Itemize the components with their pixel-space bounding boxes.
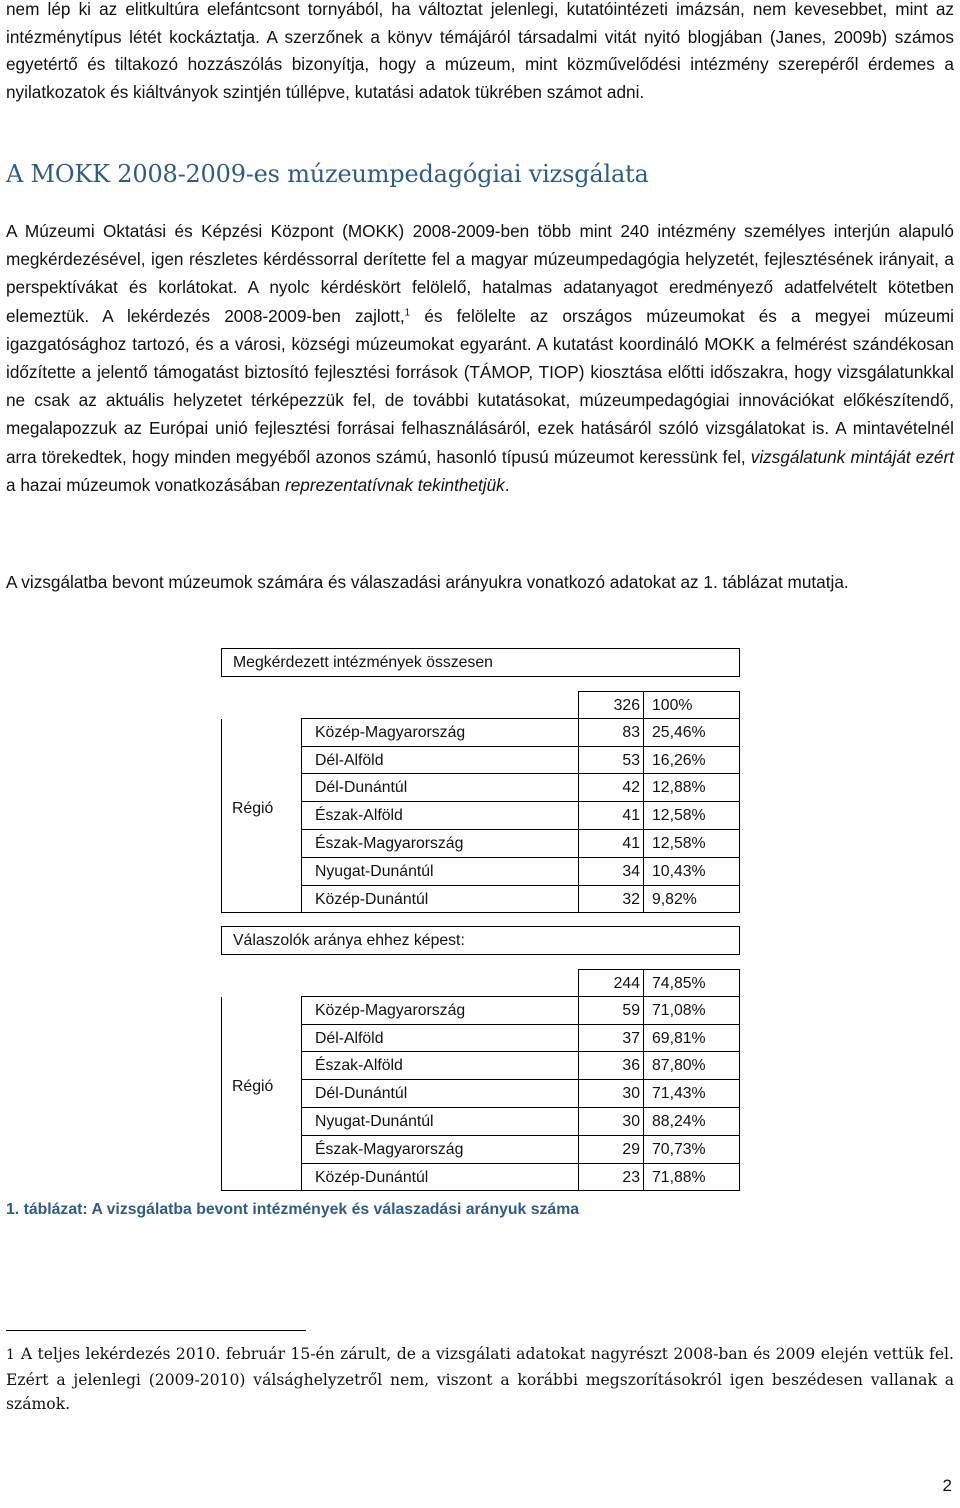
table-row [221,830,740,858]
region-cell: Dél-Alföld [301,1025,578,1053]
count-cell: 29 [578,1136,643,1164]
count-cell: 41 [578,802,643,830]
table-row [221,1136,740,1164]
region-cell: Észak-Magyarország [301,830,578,858]
pct-cell: 88,24% [643,1108,740,1136]
table-grid [221,969,740,1191]
region-cell: Közép-Magyarország [301,997,578,1025]
count-cell: 23 [578,1164,643,1192]
table-total-row [221,969,740,997]
count-cell: 30 [578,1108,643,1136]
total-count: 326 [578,691,643,719]
region-cell: Dél-Dunántúl [301,1080,578,1108]
count-cell: 32 [578,886,643,914]
count-cell: 59 [578,997,643,1025]
section-paragraph-1 [6,217,954,499]
table-header: Megkérdezett intézmények összesen [221,648,740,677]
table-surveyed-institutions [221,648,740,913]
region-cell: Dél-Alföld [301,747,578,775]
footnote-ref[interactable]: 1 [404,306,411,318]
para-text-d: . [504,474,510,495]
para-text-a: A Múzeumi Oktatási és Képzési Központ (MOKK) 2008-2009-ben több mint 240 intézmény személyes interjún alapuló megkérdezésével, igen részletes kérdéssorral derítette fel a magyar múzeumpedagógia helyzetét, fejlesztésének irányait, a perspektívákat és korlátokat. A nyolc kérdéskört felölelő, hatalmas adatanyagot eredményező adatfelvételt kötetben elemeztük. A lekérdezés 2008-2009-ben zajlott, [6,221,954,326]
table-header: Válaszolók aránya ehhez képest: [221,926,740,955]
table-row [221,1025,740,1053]
table-row [221,1052,740,1080]
pct-cell: 10,43% [643,858,740,886]
pct-cell: 16,26% [643,747,740,775]
table-row [221,997,740,1025]
para-text-b: és felölelte az országos múzeumokat és a megyei múzeumi igazgatósághoz tartozó, és a városi, községi múzeumokat egyaránt. A kutatást koordináló MOKK a felmérést szándékosan időzítette a jelentő támogatást biztosító fejlesztési források (TÁMOP, TIOP) kiosztása előtti időszakra, hogy vizsgálatunkkal ne csak az aktuális helyzetet térképezzük fel, de további kutatásokat, múzeumpedagógiai innovációkat előkészítendő, megalapozzuk az Európai unió fejlesztési forrásai felhasználásáról, ezek hatásáról szóló vizsgálatokat is. A mintavételnél arra törekedtek, hogy minden megyéből azonos számú, hasonló típusú múzeumot keressünk fel, [6,305,954,467]
table-row [221,774,740,802]
intro-paragraph: nem lép ki az elitkultúra elefántcsont tornyából, ha változtat jelenlegi, kutatóintézeti imázsán, nem kevesebbet, mint az intézménytípus létét kockáztatja. A szerzőnek a könyv témájáról társadalmi vitát nyitó blogjában (Janes, 2009b) számos egyetértő és tiltakozó hozzászólás bizonyítja, hogy a múzeum, mint közművelődési intézmény szerepéről érdemes a nyilatkozatok és kiáltványok szintjén túllépve, kutatási adatok tükrében számot adni. [6,0,954,102]
region-cell: Közép-Dunántúl [301,886,578,914]
table-caption: 1. táblázat: A vizsgálatba bevont intézmények és válaszadási arányuk száma [6,1201,580,1218]
footnote-divider [6,1330,306,1331]
region-cell: Nyugat-Dunántúl [301,1108,578,1136]
table-total-row [221,691,740,719]
pct-cell: 69,81% [643,1025,740,1053]
page-number: 2 [942,1476,952,1495]
table-row [221,886,740,914]
footnote [6,1342,954,1417]
region-cell: Észak-Magyarország [301,1136,578,1164]
region-cell: Nyugat-Dunántúl [301,858,578,886]
region-cell: Közép-Dunántúl [301,1164,578,1192]
pct-cell: 71,43% [643,1080,740,1108]
pct-cell: 12,88% [643,774,740,802]
pct-cell: 71,08% [643,997,740,1025]
region-cell: Észak-Alföld [301,802,578,830]
table-rows [221,997,740,1192]
footnote-text: A teljes lekérdezés 2010. február 15-én zárult, de a vizsgálati adatokat nagyrészt 2008-ban és 2009 elején vettük fel. Ezért a jelenlegi (2009-2010) válsághelyzetről nem, viszont a korábbi megszorításokról igen beszédesen vallanak a számok. [6,1345,954,1413]
table-row [221,1108,740,1136]
table-grid [221,691,740,913]
count-cell: 83 [578,719,643,747]
footnote-number: 1 [6,1347,15,1363]
table-row [221,719,740,747]
region-cell: Dél-Dunántúl [301,774,578,802]
count-cell: 37 [578,1025,643,1053]
region-cell: Közép-Magyarország [301,719,578,747]
table-row [221,858,740,886]
pct-cell: 9,82% [643,886,740,914]
region-cell: Észak-Alföld [301,1052,578,1080]
para-italic-1: vizsgálatunk mintáját ezért [750,446,954,467]
table-rows [221,719,740,914]
count-cell: 53 [578,747,643,775]
section-paragraph-2: A vizsgálatba bevont múzeumok számára és válaszadási arányukra vonatkozó adatokat az 1. táblázat mutatja. [6,572,849,592]
count-cell: 30 [578,1080,643,1108]
count-cell: 36 [578,1052,643,1080]
pct-cell: 71,88% [643,1164,740,1192]
count-cell: 42 [578,774,643,802]
para-text-c: a hazai múzeumok vonatkozásában [6,474,285,495]
pct-cell: 70,73% [643,1136,740,1164]
table-respondent-ratio [221,926,740,1191]
total-pct: 74,85% [643,969,740,997]
pct-cell: 25,46% [643,719,740,747]
group-label: Régió [232,1077,274,1095]
table-row [221,747,740,775]
total-count: 244 [578,969,643,997]
table-row [221,799,740,830]
total-pct: 100% [643,691,740,719]
count-cell: 41 [578,830,643,858]
para-italic-2: reprezentatívnak tekinthetjük [285,474,505,495]
pct-cell: 87,80% [643,1052,740,1080]
table-row [221,1077,740,1108]
table-row [221,1164,740,1192]
pct-cell: 12,58% [643,830,740,858]
group-label: Régió [232,799,274,817]
pct-cell: 12,58% [643,802,740,830]
count-cell: 34 [578,858,643,886]
section-heading: A MOKK 2008-2009-es múzeumpedagógiai vizsgálata [6,160,649,188]
